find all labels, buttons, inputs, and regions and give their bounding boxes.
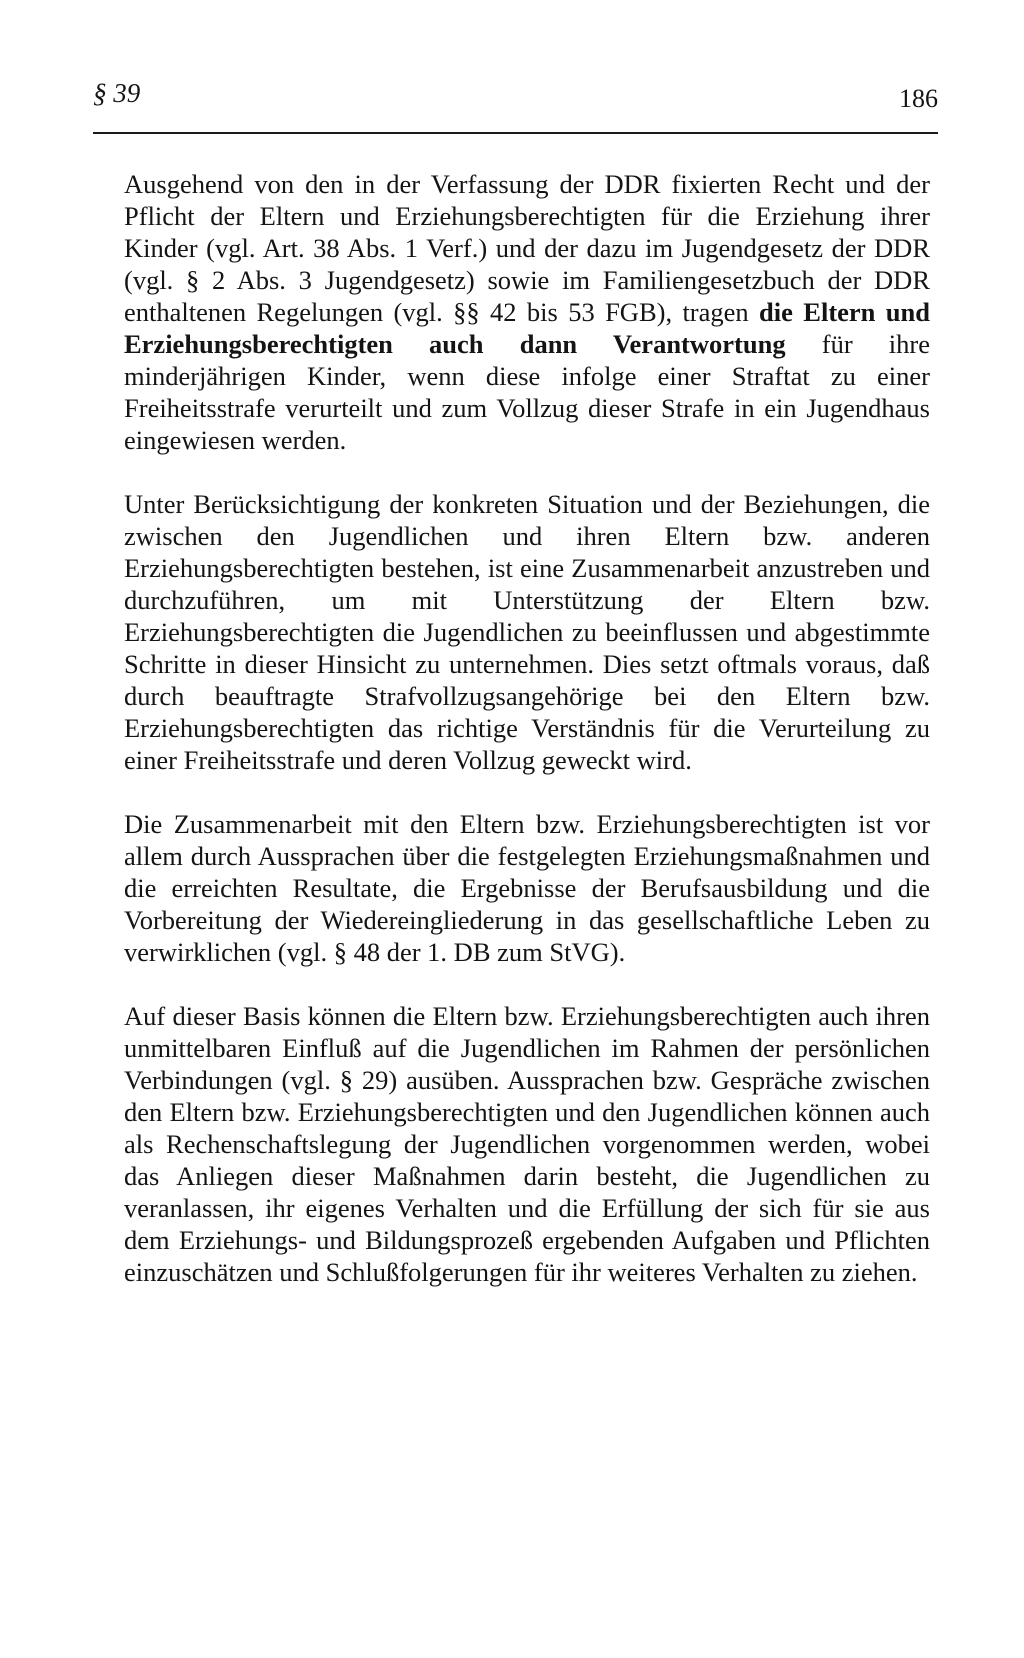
section-reference: § 39 [93, 78, 141, 108]
paragraph-1-text-end: für ihre minderjährigen Kinder, wenn diese infolge einer Straftat zu einer Freiheitsstrafe verurteilt und zum Vollzug dieser Strafe in ein Jugendhaus eingewiesen werden. [124, 329, 930, 455]
page-header [93, 78, 938, 118]
paragraph-1-text-start: Ausgehend von den in der Verfassung der DDR fixierten Recht und der Pflicht der Eltern und Erziehungsberechtigten für die Erziehung ihrer Kinder (vgl. Art. 38 Abs. 1 Verf.) und der dazu im Jugendgesetz der DDR (vgl. § 2 Abs. 3 Jugendgesetz) sowie im Familiengesetzbuch der DDR enthaltenen Regelungen (vgl. §§ 42 bis 53 FGB), tragen [124, 169, 930, 327]
page-number: 186 [899, 84, 938, 113]
paragraph-3: Die Zusammenarbeit mit den Eltern bzw. Erziehungsberechtigten ist vor allem durch Aussprachen über die festgelegten Erziehungsmaßnahmen und die erreichten Resultate, die Ergebnisse der Berufsausbildung und die Vorbereitung der Wiedereingliederung in das gesellschaftliche Leben zu verwirklichen (vgl. § 48 der 1. DB zum StVG). [124, 809, 930, 967]
paragraph-2: Unter Berücksichtigung der konkreten Situation und der Beziehungen, die zwischen den Jugendlichen und ihren Eltern bzw. anderen Erziehungsberechtigten bestehen, ist eine Zusammenarbeit anzustreben und durchzuführen, um mit Unterstützung der Eltern bzw. Erziehungsberechtigten die Jugendlichen zu beeinflussen und abgestimmte Schritte in dieser Hinsicht zu unternehmen. Dies setzt oftmals voraus, daß durch beauftragte Strafvollzugsangehörige bei den Eltern bzw. Erziehungsberechtigten das richtige Verständnis für die Verurteilung zu einer Freiheitsstrafe und deren Vollzug geweckt wird. [124, 489, 930, 775]
paragraph-1-emphasis: die Eltern und Erziehungsberechtigten auch dann Verantwortung [124, 297, 930, 359]
body-text [124, 168, 930, 1320]
paragraph-4: Auf dieser Basis können die Eltern bzw. Erziehungsberechtigten auch ihren unmittelbaren Einfluß auf die Jugendlichen im Rahmen der persönlichen Verbindungen (vgl. § 29) ausüben. Aussprachen bzw. Gespräche zwischen den Eltern bzw. Erziehungsberechtigten und den Jugendlichen können auch als Rechenschaftslegung der Jugendlichen vorgenommen werden, wobei das Anliegen dieser Maßnahmen darin besteht, die Jugendlichen zu veranlassen, ihr eigenes Verhalten und die Erfüllung der sich für sie aus dem Erziehungs- und Bildungsprozeß ergebenden Aufgaben und Pflichten einzuschätzen und Schlußfolgerungen für ihr weiteres Verhalten zu ziehen. [124, 1001, 930, 1287]
paragraph-1 [124, 168, 930, 456]
header-rule [93, 132, 938, 134]
